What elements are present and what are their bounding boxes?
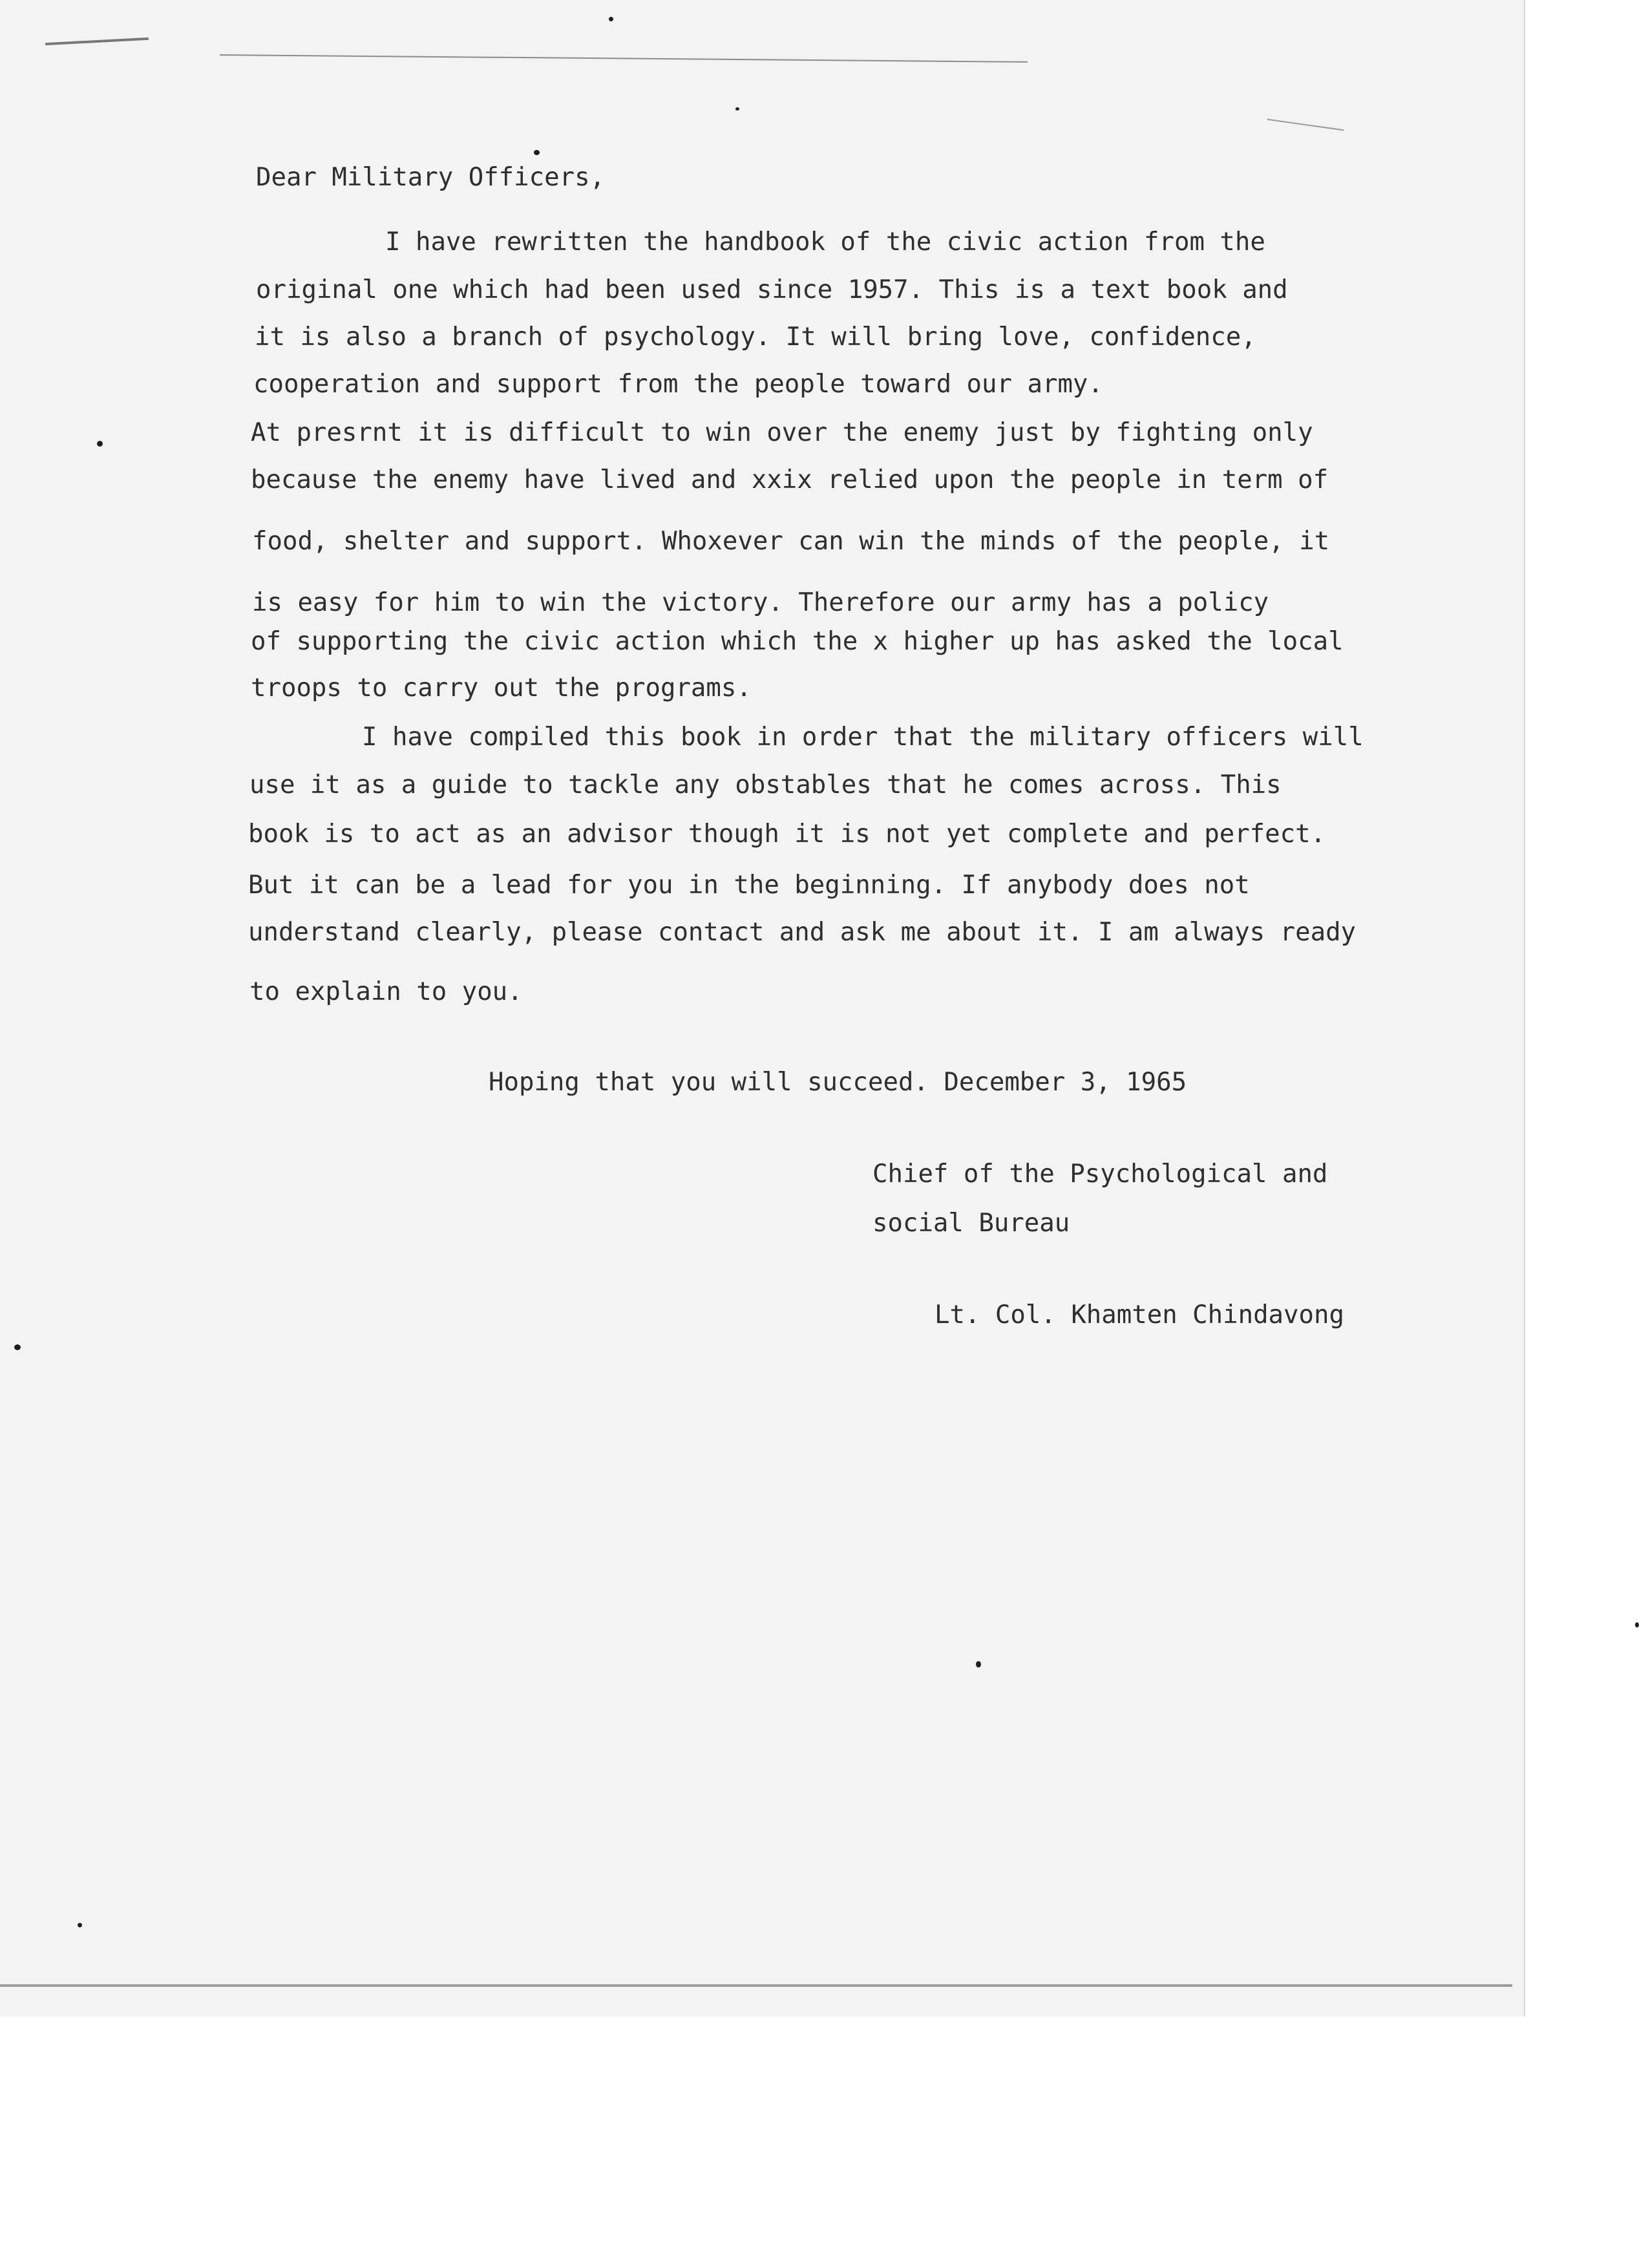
body-line: original one which had been used since 1957. This is a text book and (256, 275, 1288, 304)
body-line: book is to act as an advisor though it is not yet complete and perfect. (248, 820, 1326, 849)
body-line: is easy for him to win the victory. Therefore our army has a policy (252, 588, 1269, 617)
salutation: Dear Military Officers, (256, 163, 606, 192)
body-line: food, shelter and support. Whoxever can win the minds of the people, it (252, 527, 1330, 556)
body-line: At presrnt it is difficult to win over the enemy just by fighting only (251, 418, 1313, 447)
body-line: of supporting the civic action which the x higher up has asked the local (251, 627, 1344, 656)
body-line: cooperation and support from the people toward our army. (253, 370, 1103, 399)
signature-title-1: Chief of the Psychological and (872, 1160, 1328, 1189)
body-line: I have rewritten the handbook of the civic action from the (385, 228, 1265, 257)
body-line: because the enemy have lived and xxix relied upon the people in term of (251, 465, 1329, 494)
body-line: to explain to you. (249, 977, 523, 1006)
body-line: understand clearly, please contact and ask me about it. I am always ready (248, 918, 1357, 947)
ink-speck (1635, 1622, 1639, 1627)
body-line: it is also a branch of psychology. It will bring love, confidence, (255, 323, 1256, 352)
body-line: use it as a guide to tackle any obstables that he comes across. This (249, 770, 1282, 800)
body-line: But it can be a lead for you in the beginning. If anybody does not (248, 871, 1250, 900)
body-line: troops to carry out the programs. (251, 673, 752, 703)
signature-name: Lt. Col. Khamten Chindavong (935, 1300, 1344, 1330)
signature-title-2: social Bureau (872, 1209, 1070, 1238)
body-line: I have compiled this book in order that the military officers will (362, 723, 1364, 752)
closing: Hoping that you will succeed. December 3, 1965 (489, 1068, 1187, 1097)
